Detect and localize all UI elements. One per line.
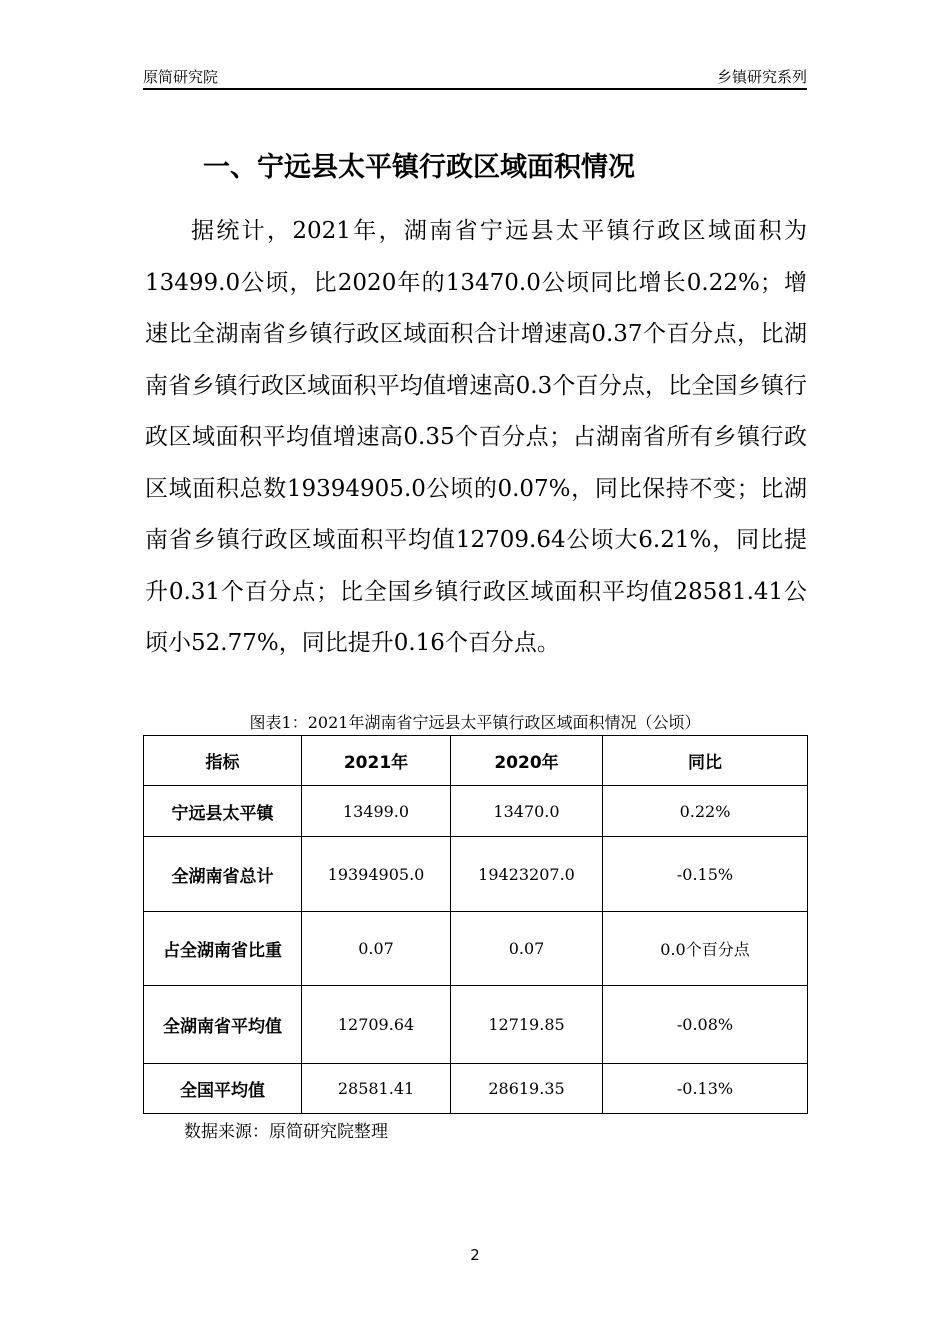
header-cell-indicator: 指标 <box>144 736 302 786</box>
value-yoy: 0.0个百分点 <box>603 912 808 986</box>
row-label: 占全湖南省比重 <box>144 912 302 986</box>
body-paragraph: 据统计，2021年，湖南省宁远县太平镇行政区域面积为13499.0公顷，比2020年的13470.0公顷同比增长0.22%；增速比全湖南省乡镇行政区域面积合计增速高0.37个百分点，比湖南省乡镇行政区域面积平均值增速高0.3个百分点，比全国乡镇行政区域面积平均值增速高0.35个百分点；占湖南省所有乡镇行政区域面积总数19394905.0公顷的0.07%，同比保持不变；比湖南省乡镇行政区域面积平均值12709.64公顷大6.21%，同比提升0.31个百分点；比全国乡镇行政区域面积平均值28581.41公顷小52.77%，同比提升0.16个百分点。 <box>145 218 807 656</box>
value-2021: 28581.41 <box>302 1064 451 1114</box>
value-yoy: -0.15% <box>603 837 808 912</box>
value-2021: 13499.0 <box>302 786 451 837</box>
value-yoy: 0.22% <box>603 786 808 837</box>
header-series-name: 乡镇研究系列 <box>716 68 807 86</box>
header-divider <box>143 88 807 90</box>
data-source-note: 数据来源：原简研究院整理 <box>184 1122 388 1142</box>
value-2020: 0.07 <box>451 912 603 986</box>
table-row <box>144 786 808 837</box>
table-row <box>144 1064 808 1114</box>
table-header-row <box>144 736 808 786</box>
row-label: 宁远县太平镇 <box>144 786 302 837</box>
area-data-table <box>143 735 808 1114</box>
row-label: 全湖南省平均值 <box>144 986 302 1064</box>
page-number: 2 <box>470 1246 480 1264</box>
value-2021: 19394905.0 <box>302 837 451 912</box>
value-yoy: -0.13% <box>603 1064 808 1114</box>
value-yoy: -0.08% <box>603 986 808 1064</box>
header-org-name: 原简研究院 <box>143 68 219 86</box>
row-label: 全国平均值 <box>144 1064 302 1114</box>
value-2020: 28619.35 <box>451 1064 603 1114</box>
table-row <box>144 837 808 912</box>
header-cell-2021: 2021年 <box>302 736 451 786</box>
page-header <box>143 66 807 88</box>
table-caption: 图表1：2021年湖南省宁远县太平镇行政区域面积情况（公顷） <box>249 713 701 732</box>
header-cell-yoy: 同比 <box>603 736 808 786</box>
value-2020: 12719.85 <box>451 986 603 1064</box>
table-row <box>144 912 808 986</box>
section-title: 一、宁远县太平镇行政区域面积情况 <box>203 152 635 183</box>
row-label: 全湖南省总计 <box>144 837 302 912</box>
value-2021: 12709.64 <box>302 986 451 1064</box>
value-2021: 0.07 <box>302 912 451 986</box>
value-2020: 13470.0 <box>451 786 603 837</box>
table-row <box>144 986 808 1064</box>
header-cell-2020: 2020年 <box>451 736 603 786</box>
value-2020: 19423207.0 <box>451 837 603 912</box>
